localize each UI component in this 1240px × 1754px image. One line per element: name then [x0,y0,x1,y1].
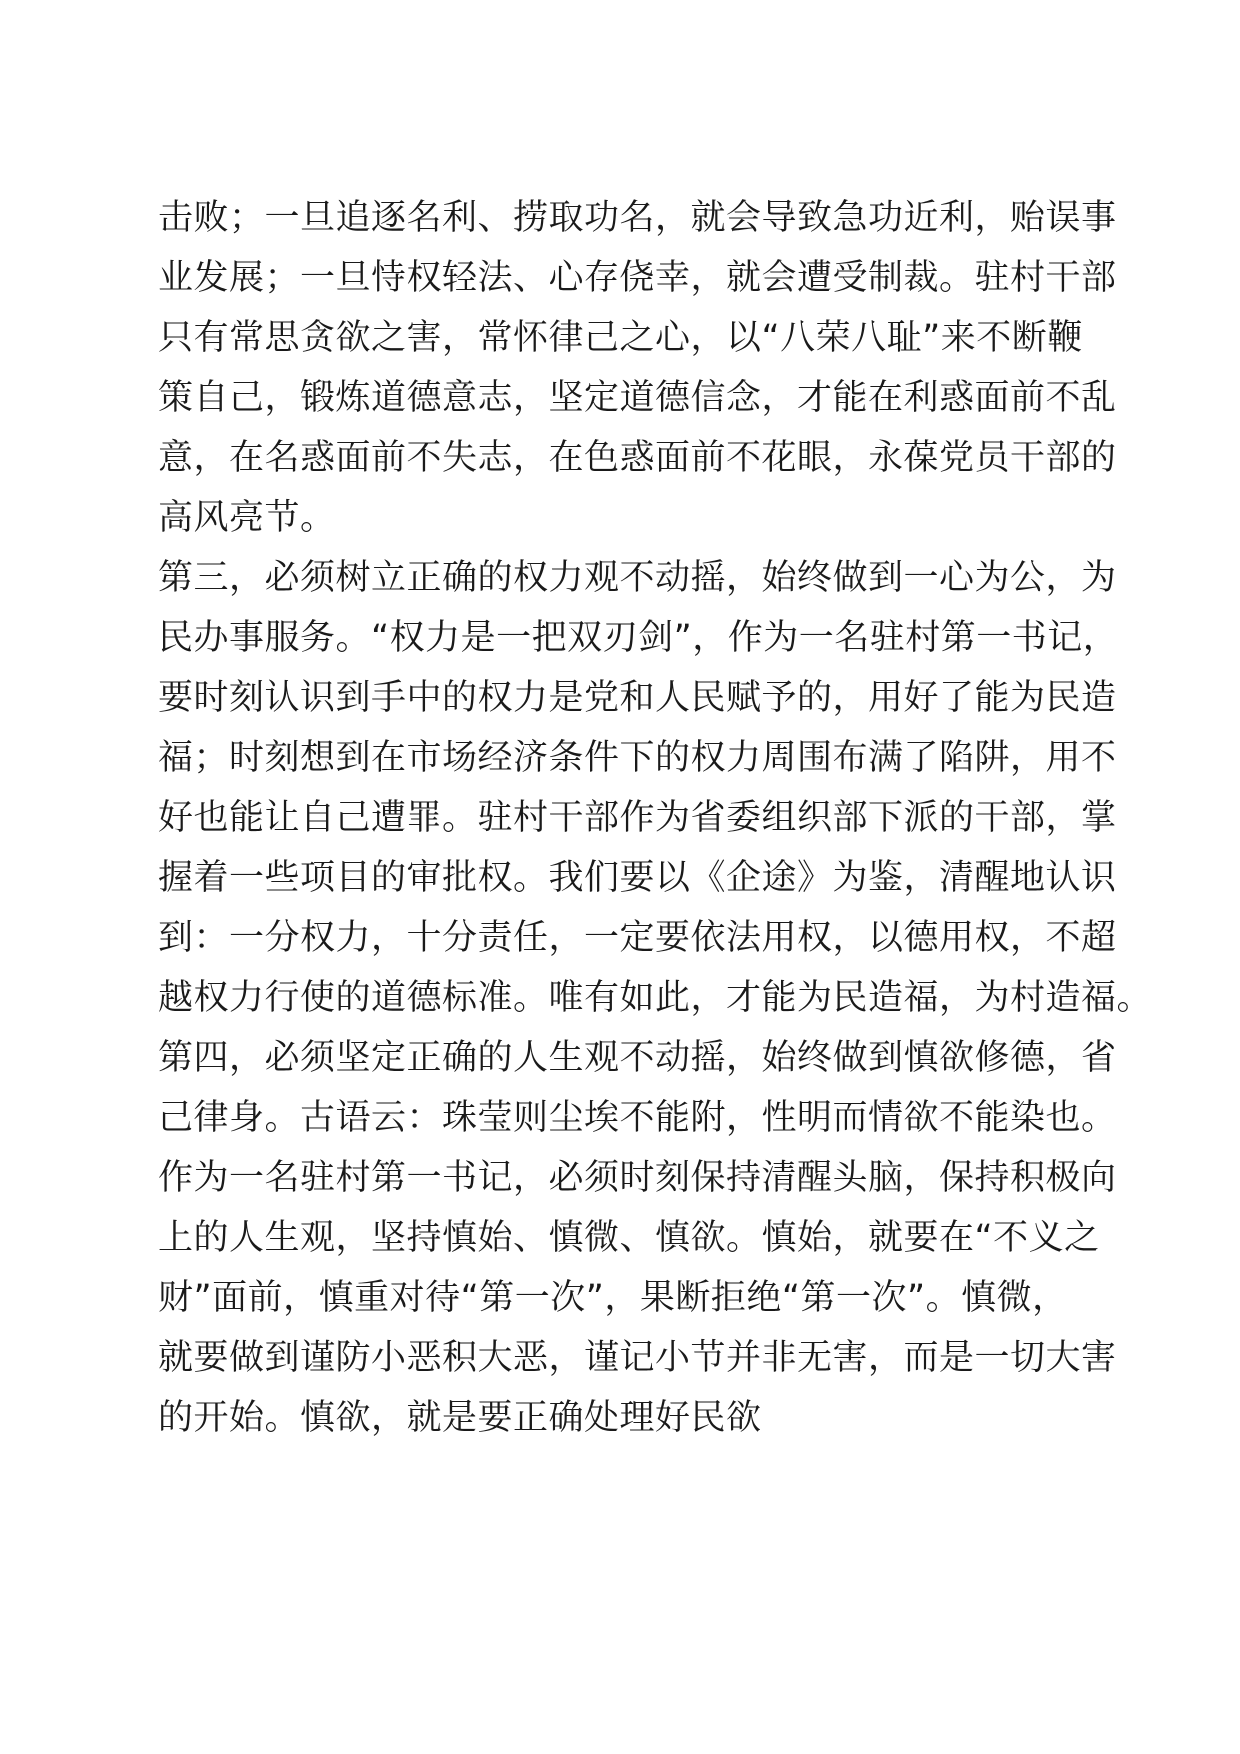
text-line: 策自己，锻炼道德意志，坚定道德信念，才能在利惑面前不乱 [158,378,1117,418]
text-line: 到：一分权力，十分责任，一定要依法用权，以德用权，不超 [158,918,1117,958]
text-line: 只有常思贪欲之害，常怀律己之心，以“八荣八耻”来不断鞭 [158,318,1083,358]
text-line: 上的人生观，坚持慎始、慎微、慎欲。慎始，就要在“不义之 [158,1218,1100,1258]
text-line: 击败；一旦追逐名利、捞取功名，就会导致急功近利，贻误事 [158,198,1117,238]
text-line: 要时刻认识到手中的权力是党和人民赋予的，用好了能为民造 [158,678,1117,718]
text-line: 握着一些项目的审批权。我们要以《企途》为鉴，清醒地认识 [158,858,1117,898]
text-line: 的开始。慎欲，就是要正确处理好民欲 [158,1398,762,1438]
text-line: 作为一名驻村第一书记，必须时刻保持清醒头脑，保持积极向 [158,1158,1117,1198]
text-line: 就要做到谨防小恶积大恶，谨记小节并非无害，而是一切大害 [158,1338,1117,1378]
text-line: 财”面前，慎重对待“第一次”，果断拒绝“第一次”。慎微， [158,1278,1068,1318]
text-line: 第三，必须树立正确的权力观不动摇，始终做到一心为公，为 [158,558,1117,598]
text-line: 业发展；一旦恃权轻法、心存侥幸，就会遭受制裁。驻村干部 [158,258,1117,298]
text-line: 意，在名惑面前不失志，在色惑面前不花眼，永葆党员干部的 [158,438,1117,478]
text-line: 好也能让自己遭罪。驻村干部作为省委组织部下派的干部，掌 [158,798,1117,838]
text-line: 民办事服务。“权力是一把双刃剑”，作为一名驻村第一书记， [158,618,1119,658]
body-text [158,188,1153,1448]
text-line: 越权力行使的道德标准。唯有如此，才能为民造福，为村造福。 [158,978,1153,1018]
text-line: 己律身。古语云：珠莹则尘埃不能附，性明而情欲不能染也。 [158,1098,1117,1138]
text-line: 第四，必须坚定正确的人生观不动摇，始终做到慎欲修德，省 [158,1038,1117,1078]
text-line: 福；时刻想到在市场经济条件下的权力周围布满了陷阱，用不 [158,738,1117,778]
text-line: 高风亮节。 [158,498,336,538]
